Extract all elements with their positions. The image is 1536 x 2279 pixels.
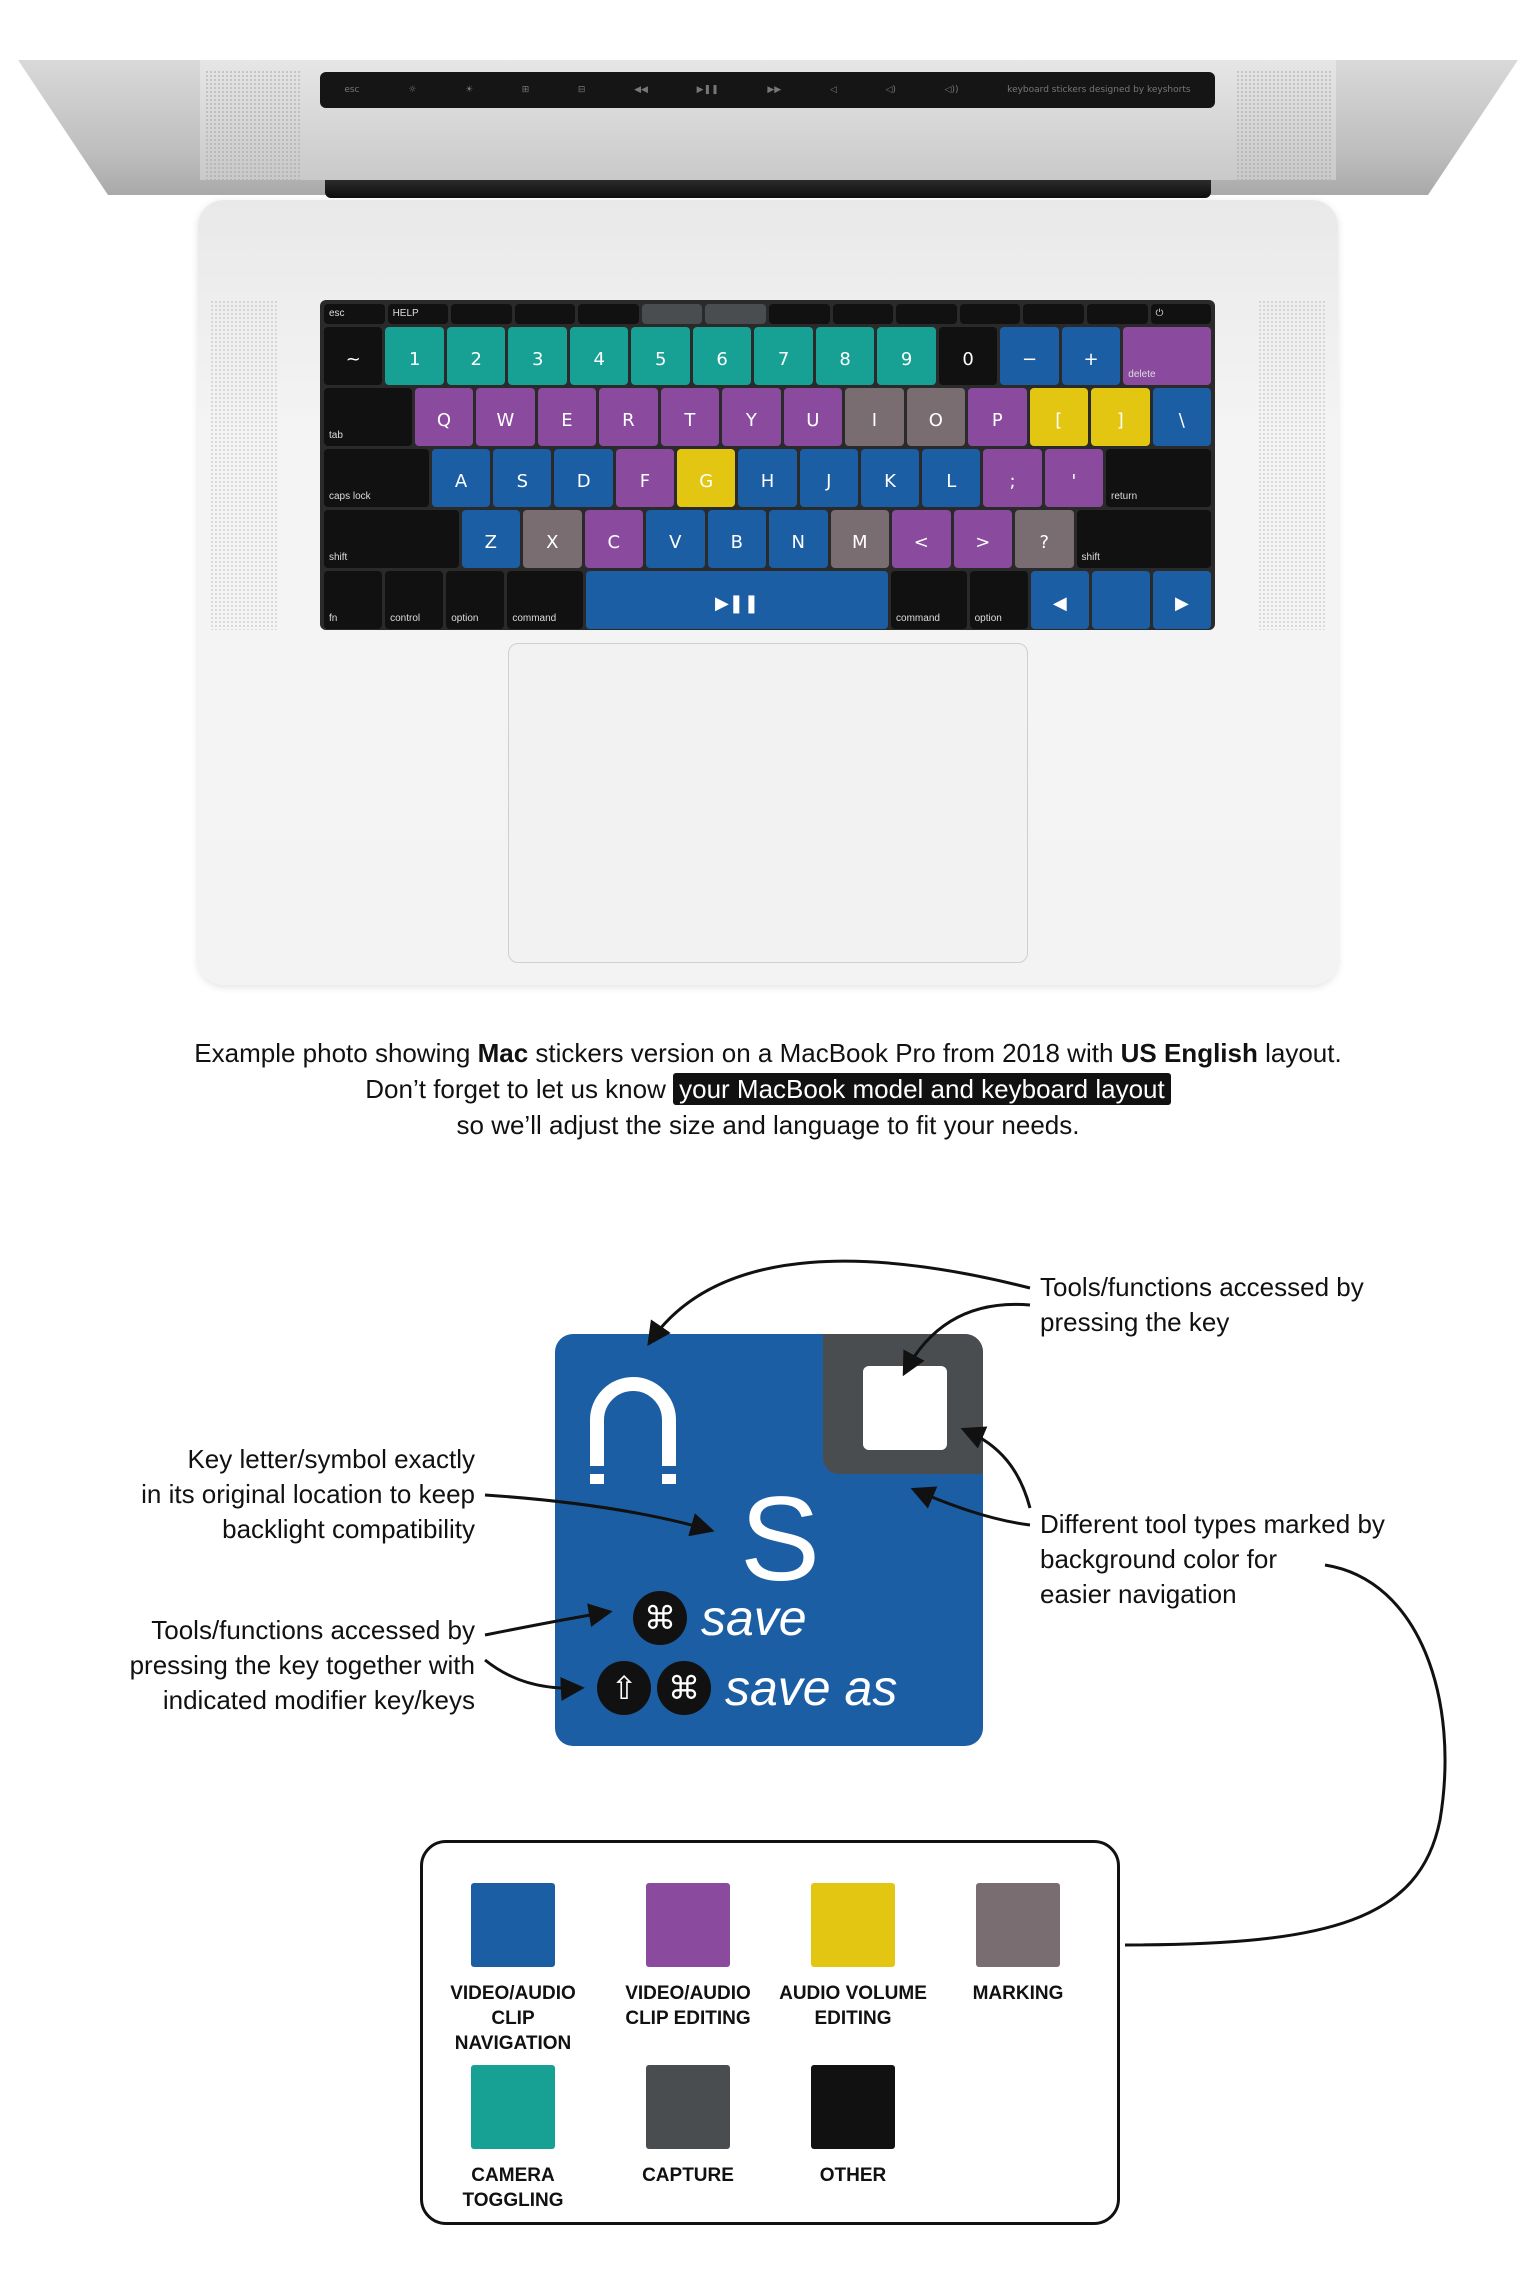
annotation-tool-types: [1040, 1507, 1385, 1612]
caption-text: stickers version on a MacBook Pro from 2018 with: [528, 1038, 1121, 1068]
keyboard-key: [954, 510, 1013, 568]
legend-label: [613, 1981, 763, 2031]
touchbar-item: esc: [344, 85, 360, 95]
key-glyph: J: [826, 471, 832, 492]
key-glyph: D: [576, 471, 591, 492]
legend-item: [613, 1883, 763, 2031]
keyboard-key: [722, 388, 780, 446]
key-glyph: \: [1178, 410, 1185, 431]
keyboard-key: [800, 449, 858, 507]
keyboard-key: [324, 571, 382, 629]
keyboard-key: [554, 449, 612, 507]
keyboard-key: [784, 388, 842, 446]
key-glyph: U: [806, 410, 820, 431]
key-glyph: X: [546, 532, 559, 553]
touchbar-item: ▶❚❚: [696, 85, 719, 95]
keyboard-key: [833, 304, 894, 324]
keyboard-key: [1123, 327, 1211, 385]
speaker-grill-right: [1236, 70, 1331, 180]
base-speaker-right: [1258, 300, 1326, 630]
key-glyph: 2: [470, 349, 482, 370]
keyboard-key: [385, 327, 443, 385]
keyboard-row: [324, 304, 1211, 324]
key-glyph: 7: [777, 349, 790, 370]
legend-swatch: [811, 1883, 895, 1967]
keyboard-key: [507, 571, 583, 629]
touchbar-item: keyboard stickers designed by keyshorts: [1007, 85, 1191, 95]
legend-item: [438, 1883, 588, 2056]
keyboard-key: [631, 327, 689, 385]
legend-label-line: CAMERA: [471, 2165, 555, 2186]
key-glyph: E: [561, 410, 573, 431]
key-glyph: P: [991, 410, 1003, 431]
keyboard-key: [661, 388, 719, 446]
keyboard-key: [324, 304, 385, 324]
shift-icon: ⇧: [597, 1661, 651, 1715]
key-glyph: ]: [1116, 410, 1124, 431]
touchbar-item: ◁: [829, 85, 837, 95]
keyboard-key: [508, 327, 566, 385]
keyboard-key: [1153, 571, 1211, 629]
caption-line-2: [0, 1071, 1536, 1107]
keyboard-key: [324, 388, 412, 446]
legend-swatch: [646, 1883, 730, 1967]
keyboard-key: [642, 304, 703, 324]
legend-label-line: CAPTURE: [642, 2165, 734, 2186]
color-legend: [420, 1840, 1120, 2225]
legend-item: [778, 2065, 928, 2188]
trackpad: [508, 643, 1028, 963]
annotation-line: easier navigation: [1040, 1579, 1237, 1609]
keyboard-key: [705, 304, 766, 324]
key-glyph: O: [928, 410, 943, 431]
keyboard-key: [451, 304, 512, 324]
key-glyph: ;: [1009, 471, 1016, 492]
legend-label-line: CLIP NAVIGATION: [454, 2008, 572, 2054]
function-save-as: save as: [725, 1660, 898, 1716]
keyboard-key: [646, 510, 705, 568]
annotation-line: pressing the key together with: [129, 1650, 475, 1680]
key-label: return: [1111, 491, 1138, 502]
keyboard-key: [939, 327, 997, 385]
keyboard-key: [446, 571, 504, 629]
keyboard-key: [578, 304, 639, 324]
legend-label-line: CLIP EDITING: [625, 2008, 751, 2029]
keyboard-key: [1030, 388, 1088, 446]
key-glyph: 9: [900, 349, 913, 370]
keyboard-key: [907, 388, 965, 446]
keyboard-key: [693, 327, 751, 385]
key-glyph: K: [884, 471, 896, 492]
keyboard-key: [754, 327, 812, 385]
keyboard-key: [1015, 510, 1074, 568]
keyboard-key: [1031, 571, 1089, 629]
keyboard-row: [324, 327, 1211, 385]
keyboard-key: [1062, 327, 1120, 385]
key-glyph: ?: [1039, 532, 1050, 553]
keyboard-key: [570, 327, 628, 385]
key-glyph: I: [871, 410, 877, 431]
magnet-snap-icon: [587, 1374, 679, 1484]
touchbar-item: ☼: [408, 85, 417, 95]
key-glyph: 0: [962, 349, 974, 370]
legend-label-line: VIDEO/AUDIO: [625, 1983, 751, 2004]
keyboard-row: [324, 388, 1211, 446]
keyboard-key: [599, 388, 657, 446]
keyboard-row: [324, 510, 1211, 568]
legend-label: [778, 1981, 928, 2031]
base-speaker-left: [210, 300, 278, 630]
keyboard-key: [385, 571, 443, 629]
keyboard-key: [769, 304, 830, 324]
keyboard-key: [769, 510, 828, 568]
key-glyph: B: [730, 532, 743, 553]
key-glyph: ': [1071, 471, 1077, 492]
key-glyph: F: [639, 471, 651, 492]
annotation-key-letter: [40, 1442, 475, 1547]
legend-label-line: EDITING: [814, 2008, 892, 2029]
key-glyph: Y: [745, 410, 757, 431]
touchbar-item: ☀: [464, 85, 474, 95]
annotation-line: Different tool types marked by: [1040, 1509, 1385, 1539]
annotation-modifier-functions: [40, 1613, 475, 1718]
command-icon: ⌘: [657, 1661, 711, 1715]
keyboard-row: [324, 449, 1211, 507]
caption-highlight: your MacBook model and keyboard layout: [673, 1073, 1171, 1105]
keyboard-key: [538, 388, 596, 446]
touchbar-item: ▶▶: [767, 85, 782, 95]
touchbar-item: ⊞: [521, 85, 530, 95]
key-glyph: C: [607, 532, 621, 553]
function-save: save: [701, 1590, 807, 1646]
keyboard-key: [877, 327, 935, 385]
key-glyph: 3: [531, 349, 544, 370]
key-glyph: V: [669, 532, 682, 553]
keyboard-key: [1153, 388, 1211, 446]
key-glyph: W: [496, 410, 515, 431]
key-glyph: 6: [716, 349, 728, 370]
caption-line-3: so we’ll adjust the size and language to fit your needs.: [456, 1110, 1080, 1140]
key-label: option: [451, 613, 479, 624]
touch-bar: [320, 72, 1215, 108]
keyboard-key: [462, 510, 521, 568]
keyboard-key: [1151, 304, 1212, 324]
key-glyph: Z: [484, 532, 497, 553]
key-glyph: G: [699, 471, 714, 492]
legend-item: [613, 2065, 763, 2188]
keyboard-key: [515, 304, 576, 324]
example-key-s: [555, 1334, 983, 1746]
key-label: command: [896, 613, 940, 624]
legend-label: [943, 1981, 1093, 2006]
keyboard-key: [922, 449, 980, 507]
keyboard-key: [970, 571, 1028, 629]
key-label: shift: [329, 552, 348, 563]
keyboard-key: [1091, 388, 1149, 446]
key-label: HELP: [392, 308, 419, 319]
annotation-key-functions: [1040, 1270, 1364, 1340]
key-glyph: ▶: [1175, 593, 1189, 614]
connector-to-legend: [1125, 1565, 1445, 1945]
keyboard-key: [891, 571, 967, 629]
keyboard-key: [983, 449, 1041, 507]
key-glyph: R: [622, 410, 635, 431]
keyboard-key: [415, 388, 473, 446]
keyboard-row: [324, 571, 1211, 629]
caption-line-1: [0, 1035, 1536, 1071]
key-glyph: H: [760, 471, 775, 492]
keyboard-key: [432, 449, 490, 507]
touchbar-item: ◀◀: [634, 85, 648, 95]
laptop-hinge: [325, 180, 1211, 198]
key-letter: S: [739, 1472, 821, 1606]
legend-label-line: VIDEO/AUDIO: [450, 1983, 576, 2004]
legend-swatch: [976, 1883, 1060, 1967]
key-glyph: >: [975, 532, 991, 553]
annotation-line: Key letter/symbol exactly: [187, 1444, 475, 1474]
caption-text: Example photo showing: [194, 1038, 478, 1068]
keyboard-key: [493, 449, 551, 507]
keyboard-key: [845, 388, 903, 446]
legend-swatch: [646, 2065, 730, 2149]
key-glyph: N: [791, 532, 806, 553]
caption-text: Don’t forget to let us know: [365, 1074, 674, 1104]
macbook-photo: [0, 0, 1536, 1000]
modifier-row-save-as: [597, 1659, 897, 1717]
keyboard-key: [968, 388, 1026, 446]
keyboard-key: [1000, 327, 1058, 385]
keyboard-key: [324, 327, 382, 385]
keyboard-key: [960, 304, 1021, 324]
annotation-line: background color for: [1040, 1544, 1278, 1574]
key-glyph: ▶❚❚: [714, 593, 759, 614]
legend-swatch: [471, 1883, 555, 1967]
key-label: tab: [329, 430, 343, 441]
key-label: caps lock: [329, 491, 371, 502]
stop-icon: [863, 1366, 947, 1450]
key-glyph: S: [516, 471, 529, 492]
keyboard-key: [861, 449, 919, 507]
key-label: option: [974, 613, 1002, 624]
key-label: delete: [1128, 369, 1156, 380]
touchbar-item: ◁): [885, 85, 896, 95]
key-glyph: 1: [409, 349, 421, 370]
keyboard-key: [586, 571, 888, 629]
caption-text: layout.: [1257, 1038, 1342, 1068]
key-glyph: +: [1083, 349, 1099, 370]
keyboard-key: [1092, 571, 1150, 629]
annotation-line: in its original location to keep: [141, 1479, 475, 1509]
keyboard-key: [1087, 304, 1148, 324]
keyboard-key: [616, 449, 674, 507]
key-glyph: L: [946, 471, 957, 492]
speaker-grill-left: [205, 70, 300, 180]
keyboard-key: [523, 510, 582, 568]
keyboard-key: [324, 510, 459, 568]
annotation-line: Tools/functions accessed by: [1040, 1272, 1364, 1302]
key-glyph: T: [684, 410, 696, 431]
keyboard-stickers: [320, 300, 1215, 630]
annotation-line: backlight compatibility: [222, 1514, 475, 1544]
caption: [0, 1035, 1536, 1143]
caption-bold-mac: Mac: [477, 1038, 529, 1068]
key-glyph: 4: [593, 349, 605, 370]
keyboard-key: [816, 327, 874, 385]
legend-item: [778, 1883, 928, 2031]
key-glyph: −: [1022, 349, 1038, 370]
key-glyph: 5: [654, 349, 667, 370]
annotation-line: pressing the key: [1040, 1307, 1230, 1337]
key-label: control: [390, 613, 421, 624]
key-label: shift: [1081, 552, 1100, 563]
legend-label: [438, 2163, 588, 2213]
key-label: command: [512, 613, 557, 624]
legend-swatch: [471, 2065, 555, 2149]
annotation-line: Tools/functions accessed by: [151, 1615, 475, 1645]
command-icon: ⌘: [633, 1591, 687, 1645]
keyboard-key: [677, 449, 735, 507]
touchbar-item: ◁)): [944, 85, 959, 95]
legend-item: [943, 1883, 1093, 2006]
keyboard-key: [831, 510, 890, 568]
key-glyph: M: [852, 532, 868, 553]
key-glyph: ◀: [1052, 593, 1067, 614]
legend-label-line: OTHER: [819, 2165, 887, 2186]
arrow-to-magnet: [650, 1261, 1030, 1342]
keyboard-key: [1106, 449, 1211, 507]
key-label: ⏻: [1155, 308, 1164, 319]
keyboard-key: [738, 449, 796, 507]
legend-label-line: TOGGLING: [462, 2190, 564, 2211]
key-label: fn: [329, 613, 338, 624]
key-glyph: ~: [345, 349, 361, 370]
touchbar-item: ⊟: [577, 85, 586, 95]
keyboard-key: [1023, 304, 1084, 324]
legend-label: [778, 2163, 928, 2188]
keyboard-key: [447, 327, 505, 385]
legend-label: [438, 1981, 588, 2056]
legend-label-line: AUDIO VOLUME: [779, 1983, 927, 2004]
caption-bold-layout: US English: [1120, 1038, 1258, 1068]
modifier-row-save: [633, 1589, 807, 1647]
keyboard-key: [892, 510, 951, 568]
keyboard-key: [708, 510, 767, 568]
annotation-line: indicated modifier key/keys: [162, 1685, 475, 1715]
key-glyph: A: [454, 471, 468, 492]
keyboard-key: [1045, 449, 1103, 507]
keyboard-key: [1077, 510, 1212, 568]
keyboard-key: [324, 449, 429, 507]
keyboard-key: [896, 304, 957, 324]
key-glyph: 8: [839, 349, 851, 370]
keyboard-key: [476, 388, 534, 446]
legend-label: [613, 2163, 763, 2188]
legend-label-line: MARKING: [972, 1983, 1064, 2004]
key-label: esc: [329, 308, 345, 319]
key-glyph: <: [913, 532, 929, 553]
key-glyph: Q: [436, 410, 452, 431]
legend-swatch: [811, 2065, 895, 2149]
keyboard-key: [388, 304, 449, 324]
key-glyph: [: [1055, 410, 1063, 431]
legend-item: [438, 2065, 588, 2213]
keyboard-key: [585, 510, 644, 568]
